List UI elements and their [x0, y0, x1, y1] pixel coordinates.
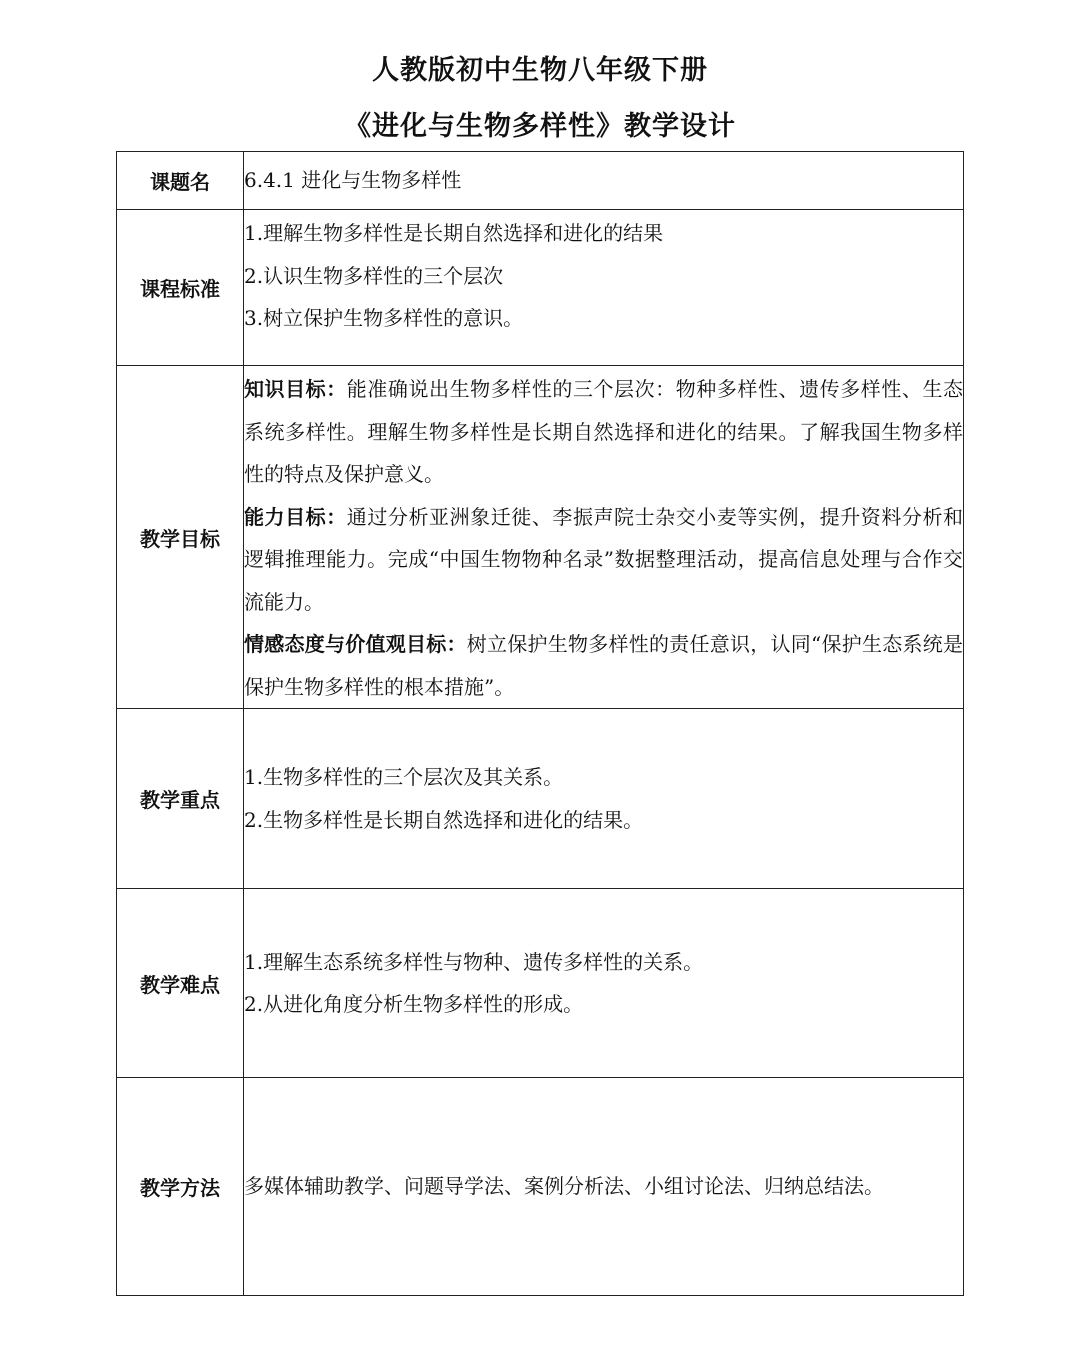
label-curriculum-standard: 课程标准: [117, 210, 244, 366]
teaching-goals-content: [244, 366, 964, 709]
list-item: 1.理解生物多样性是长期自然选择和进化的结果: [244, 221, 664, 245]
lesson-plan-table: [116, 151, 964, 1296]
emotion-goal-text: 树立保护生物多样性的责任意识，认同“保护生态系统是保护生物多样性的根本措施”。: [244, 632, 964, 699]
difficulties-list: [244, 889, 964, 1078]
row-difficulties: [117, 889, 964, 1078]
key-points-list: [244, 709, 964, 889]
label-key-points: 教学重点: [117, 709, 244, 889]
row-teaching-goals: [117, 366, 964, 709]
ability-goal-heading: 能力目标：: [244, 504, 347, 529]
methods-text: 多媒体辅助教学、问题导学法、案例分析法、小组讨论法、归纳总结法。: [244, 1174, 884, 1199]
emotion-goal: [244, 623, 963, 708]
label-difficulties: 教学难点: [117, 889, 244, 1078]
knowledge-goal-text: 能准确说出生物多样性的三个层次：物种多样性、遗传多样性、生态系统多样性。理解生物多样性是长期自然选择和进化的结果。了解我国生物多样性的特点及保护意义。: [244, 377, 964, 486]
emotion-goal-heading: 情感态度与价值观目标：: [244, 632, 467, 656]
list-item: 1.生物多样性的三个层次及其关系。: [244, 765, 564, 789]
document-title-line1: 人教版初中生物八年级下册: [372, 55, 708, 86]
ability-goal-text: 通过分析亚洲象迁徙、李振声院士杂交小麦等实例，提升资料分析和逻辑推理能力。完成“中国生物物种名录”数据整理活动，提高信息处理与合作交流能力。: [244, 504, 964, 614]
row-curriculum-standard: [117, 210, 964, 366]
list-item: 2.认识生物多样性的三个层次: [244, 263, 504, 288]
label-teaching-goals: 教学目标: [117, 366, 244, 709]
row-key-points: [117, 709, 964, 889]
topic-value: [244, 152, 964, 210]
list-item: 1.理解生态系统多样性与物种、遗传多样性的关系。: [244, 949, 704, 974]
topic-text: 6.4.1 进化与生物多样性: [244, 168, 462, 193]
row-topic: [117, 152, 964, 210]
list-item: 2.从进化角度分析生物多样性的形成。: [244, 992, 584, 1016]
knowledge-goal-heading: 知识目标：: [244, 377, 347, 401]
list-item: 3.树立保护生物多样性的意识。: [244, 306, 524, 330]
label-topic: 课题名: [117, 152, 244, 210]
curriculum-standard-list: [244, 210, 964, 366]
ability-goal: [244, 496, 963, 624]
label-methods: 教学方法: [117, 1078, 244, 1296]
knowledge-goal: [244, 368, 963, 496]
row-methods: [117, 1078, 964, 1296]
list-item: 2.生物多样性是长期自然选择和进化的结果。: [244, 807, 644, 832]
document-title-line2: 《进化与生物多样性》教学设计: [344, 111, 736, 142]
methods-content: [244, 1078, 964, 1296]
